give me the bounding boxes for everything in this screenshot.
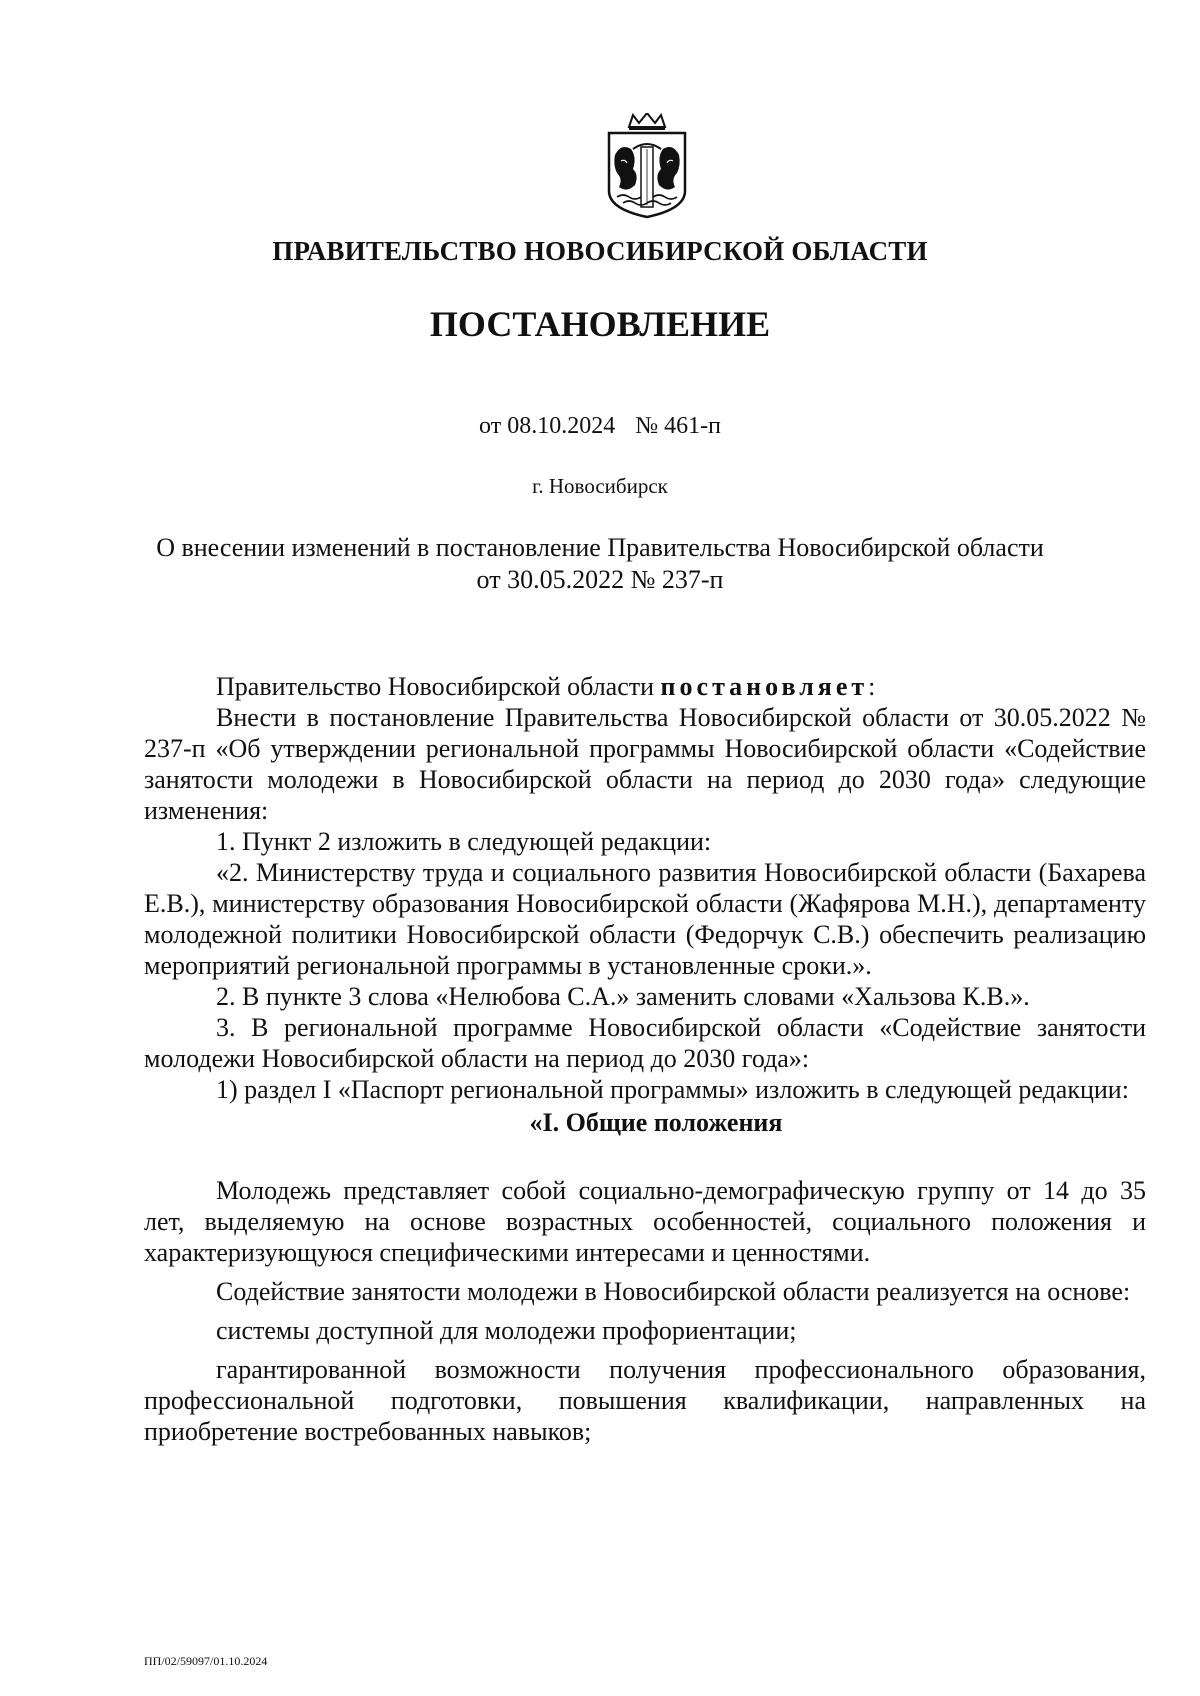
preamble [144, 671, 1146, 702]
document-type-title: ПОСТАНОВЛЕНИЕ [429, 304, 771, 344]
item-3: 3. В региональной программе Новосибирской области «Содействие занятости молодежи Новосибирской области на период до 2030 года»: [144, 1013, 1146, 1073]
document-code-footer: ПП/02/59097/01.10.2024 [144, 1654, 268, 1668]
preamble-text: Правительство Новосибирской области [216, 672, 655, 701]
subject-line-1: О внесении изменений в постановление Правительства Новосибирской области [156, 533, 1044, 562]
item-3-subitem-1: 1) раздел I «Паспорт региональной программы» изложить в следующей редакции: [216, 1075, 1129, 1104]
preamble-decree-word: постановляет [660, 672, 869, 701]
item-2: 2. В пункте 3 слова «Нелюбова С.А.» заменить словами «Хальзова К.В.». [216, 982, 1030, 1011]
date-prefix: от [479, 413, 502, 439]
section-heading: «I. Общие положения [529, 1108, 783, 1137]
intro-paragraph: Внести в постановление Правительства Новосибирской области от 30.05.2022 № 237-п «Об утверждении региональной программы Новосибирской области «Содействие занятости молодежи в Новосибирской области на период до 2030 года» следующие изменения: [144, 703, 1146, 825]
document-date: 08.10.2024 [507, 413, 616, 439]
section-paragraph: Содействие занятости молодежи в Новосибирской области реализуется на основе: [216, 1277, 1131, 1306]
item-1-quote: «2. Министерству труда и социального развития Новосибирской области (Бахарева Е.В.), министерству образования Новосибирской области (Жафярова М.Н.), департаменту молодежной политики Новосибирской области (Федорчук С.В.) обеспечить реализацию мероприятий региональной программы в установленные сроки.». [144, 858, 1146, 980]
section-paragraph: гарантированной возможности получения профессионального образования, профессиональной подготовки, повышения квалификации, направленных на приобретение востребованных навыков; [144, 1355, 1146, 1446]
city-name: г. Новосибирск [532, 474, 668, 498]
section-paragraph: системы доступной для молодежи профориентации; [216, 1316, 797, 1345]
document-subject [150, 532, 1050, 596]
document-date-line [0, 413, 1200, 440]
document-body [144, 671, 1146, 1447]
subject-line-2: от 30.05.2022 № 237-п [476, 565, 724, 594]
section-paragraph: Молодежь представляет собой социально-демографическую группу от 14 до 35 лет, выделяемую на основе возрастных особенностей, социального положения и характеризующуюся специфическими интересами и ценностями. [144, 1176, 1146, 1267]
item-1: 1. Пункт 2 изложить в следующей редакции: [216, 827, 712, 856]
document-number: № 461-п [635, 413, 721, 439]
organization-name: ПРАВИТЕЛЬСТВО НОВОСИБИРСКОЙ ОБЛАСТИ [272, 236, 928, 266]
coat-of-arms-emblem [603, 113, 691, 219]
preamble-colon: : [868, 672, 876, 701]
